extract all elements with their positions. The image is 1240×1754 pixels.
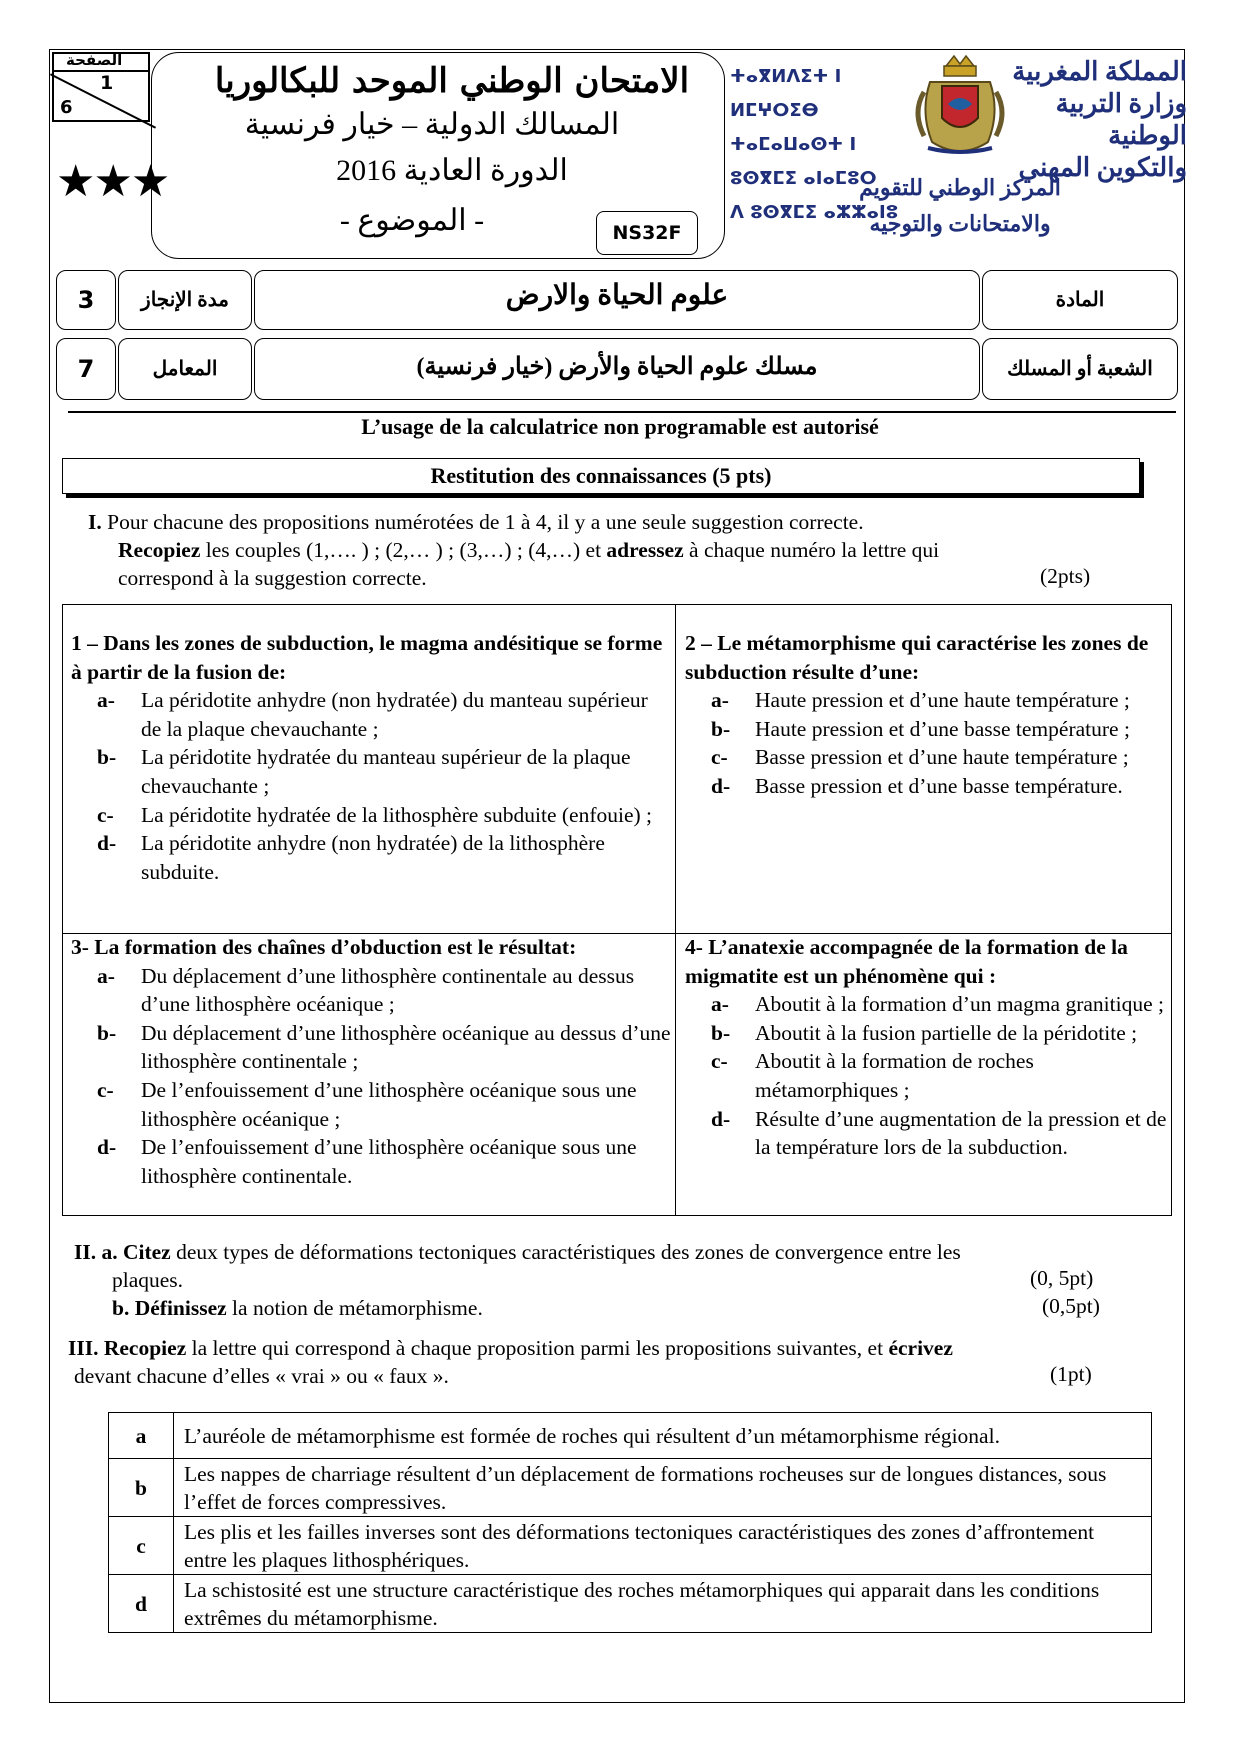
question-1-option-b: b- La péridotite hydratée du manteau supérieur de la plaque chevauchante ; <box>97 745 631 798</box>
question-1-option-a: a- La péridotite anhydre (non hydratée) du manteau supérieur de la plaque chevauchante ; <box>97 688 648 741</box>
table-row <box>109 1459 1152 1517</box>
question-3: 3- La formation des chaînes d’obduction est le résultat: a- Du déplacement d’une lithosphère continentale au dessus d’une lithosphère océanique ; b- Du déplacement d’une lithosphère océanique au dessus d’une lithosphère continentale ; c- De l’enfouissement d’une lithosphère océanique sous une lithosphère océanique ; d- De l’enfouissement d’une lithosphère océanique sous une lithosphère continentale. <box>71 933 671 1190</box>
track-value: مسلك علوم الحياة والأرض (خيار فرنسية) <box>254 338 980 400</box>
ministry-name: المملكة المغربية وزارة التربية الوطنية والتكوين المهني <box>1012 57 1187 182</box>
part2-a-cont: plaques. <box>112 1268 184 1292</box>
coefficient-label: المعامل <box>118 338 252 400</box>
duration-value: 3 <box>56 270 116 330</box>
question-1: 1 – Dans les zones de subduction, le magma andésitique se forme à partir de la fusion de: a- La péridotite anhydre (non hydratée) du manteau supérieur de la plaque chevauchante ; b- La péridotite hydratée du manteau supérieur de la plaque chevauchante ; c- La péridotite hydratée de la lithosphère subduite (enfouie) ; d- La péridotite anhydre (non hydratée) de la lithosphère subduite. <box>71 629 671 886</box>
exam-session: الدورة العادية 2016 <box>336 154 568 187</box>
question-4-option-a: a- Aboutit à la formation d’un magma granitique ; <box>711 992 1164 1017</box>
calculator-note: L’usage de la calculatrice non programable est autorisé <box>361 414 879 439</box>
subject-value: علوم الحياة والارض <box>254 270 980 330</box>
row-statement: L’auréole de métamorphisme est formée de roches qui résultent d’un métamorphisme régional. <box>174 1413 1152 1459</box>
part3-instruction: III. Recopiez la lettre qui correspond à chaque proposition parmi les propositions suivantes, et écrivez <box>68 1336 953 1360</box>
question-2-option-b: b- Haute pression et d’une basse température ; <box>711 716 1130 741</box>
row-letter: a <box>109 1413 174 1459</box>
question-1-option-d: d- La péridotite anhydre (non hydratée) de la lithosphère subduite. <box>97 831 605 884</box>
part2-b-points: (0,5pt) <box>1042 1294 1100 1318</box>
question-3-option-d: d- De l’enfouissement d’une lithosphère océanique sous une lithosphère continentale. <box>97 1135 637 1188</box>
question-1-option-c: c- La péridotite hydratée de la lithosphère subduite (enfouie) ; <box>97 802 653 827</box>
section-title: Restitution des connaissances (5 pts) <box>62 458 1140 494</box>
question-4-option-c: c- Aboutit à la formation de roches métamorphiques ; <box>711 1049 1034 1102</box>
row-statement: Les nappes de charriage résultent d’un déplacement de formations rocheuses sur de longues distances, sous l’effet de forces compressives. <box>174 1459 1152 1517</box>
question-2-option-c: c- Basse pression et d’une haute température ; <box>711 745 1129 770</box>
coefficient-value: 7 <box>56 338 116 400</box>
exam-subject-word: - الموضوع - <box>339 204 485 237</box>
question-3-option-a: a- Du déplacement d’une lithosphère continentale au dessus d’une lithosphère océanique ; <box>97 963 635 1017</box>
question-3-option-c: c- De l’enfouissement d’une lithosphère océanique sous une lithosphère océanique ; <box>97 1077 637 1131</box>
page-counter <box>52 52 150 122</box>
question-2-option-d: d- Basse pression et d’une basse température. <box>711 773 1123 798</box>
part3-points: (1pt) <box>1050 1362 1092 1386</box>
page-number: 1 <box>100 72 114 94</box>
part1-points: (2pts) <box>1040 564 1091 588</box>
part2-a-points: (0, 5pt) <box>1030 1266 1094 1290</box>
question-4: 4- L’anatexie accompagnée de la formation de la migmatite est un phénomène qui : a- Aboutit à la formation d’un magma granitique ; b- Aboutit à la fusion partielle de la péridotite ; c- Aboutit à la formation de roches métamorphiques ; d- Résulte d’une augmentation de la pression et de la température lors de la subduction. <box>685 933 1171 1162</box>
part3-instruction-cont: devant chacune d’elles « vrai » ou « faux ». <box>74 1364 449 1388</box>
mcq-table <box>62 604 1172 1216</box>
question-4-option-d: d- Résulte d’une augmentation de la pression et de la température lors de la subduction. <box>711 1106 1167 1160</box>
duration-label: مدة الإنجاز <box>118 270 252 330</box>
table-row <box>109 1517 1152 1575</box>
track-label: الشعبة أو المسلك <box>982 338 1178 400</box>
part1-line3: correspond à la suggestion correcte. <box>118 566 427 590</box>
part2-a: II. a. Citez deux types de déformations tectoniques caractéristiques des zones de convergence entre les <box>74 1240 961 1264</box>
table-row <box>109 1575 1152 1633</box>
page-label: الصفحة <box>66 51 123 69</box>
part1-line1: I. Pour chacune des propositions numérotées de 1 à 4, il y a une seule suggestion correcte. <box>88 510 864 534</box>
evaluation-center: المركز الوطني للتقويم والامتحانات والتوجيه <box>859 175 1061 236</box>
difficulty-stars: ★★★ <box>56 157 169 206</box>
page-total: 6 <box>60 97 73 118</box>
tifinagh-ministry-name: ⵜⴰⴳⵍⴷⵉⵜ ⵏ ⵍⵎⵖⵔⵉⴱ ⵜⴰⵎⴰⵡⴰⵙⵜ ⵏ ⵓⵙⴳⵎⵉ ⴰⵏⴰⵎⵓⵔ ⴷ ⵓⵙⴳⵎⵉ ⴰⵣⵣⴰⵏⵓ <box>730 66 899 223</box>
row-letter: b <box>109 1459 174 1517</box>
subject-label: المادة <box>982 270 1178 330</box>
row-statement: Les plis et les failles inverses sont des déformations tectoniques caractéristiques des zones d’affrontement entre les plaques lithosphériques. <box>174 1517 1152 1575</box>
exam-code: NS32F <box>596 211 698 255</box>
header-separator <box>68 411 1176 413</box>
exam-track: المسالك الدولية – خيار فرنسية <box>244 108 620 141</box>
part1-line2: Recopiez les couples (1,…. ) ; (2,… ) ; (3,…) ; (4,…) et adressez à chaque numéro la lettre qui <box>118 538 940 562</box>
row-letter: d <box>109 1575 174 1633</box>
question-4-option-b: b- Aboutit à la fusion partielle de la péridotite ; <box>711 1020 1138 1045</box>
question-2-option-a: a- Haute pression et d’une haute température ; <box>711 688 1130 713</box>
table-row <box>109 1413 1152 1459</box>
exam-title: الامتحان الوطني الموحد للبكالوريا <box>214 61 690 101</box>
question-2: 2 – Le métamorphisme qui caractérise les zones de subduction résulte d’une: a- Haute pression et d’une haute température ; b- Haute pression et d’une basse température ; c- Basse pression et d’une haute température ; d- Basse pression et d’une basse température. <box>685 629 1171 801</box>
row-letter: c <box>109 1517 174 1575</box>
true-false-table <box>108 1412 1152 1633</box>
row-statement: La schistosité est une structure caractéristique des roches métamorphiques qui apparait dans les conditions extrêmes du métamorphisme. <box>174 1575 1152 1633</box>
part2-b: b. Définissez la notion de métamorphisme. <box>112 1296 483 1320</box>
question-3-option-b: b- Du déplacement d’une lithosphère océanique au dessus d’une lithosphère continentale ; <box>97 1020 671 1074</box>
coat-of-arms-icon <box>910 52 1010 162</box>
